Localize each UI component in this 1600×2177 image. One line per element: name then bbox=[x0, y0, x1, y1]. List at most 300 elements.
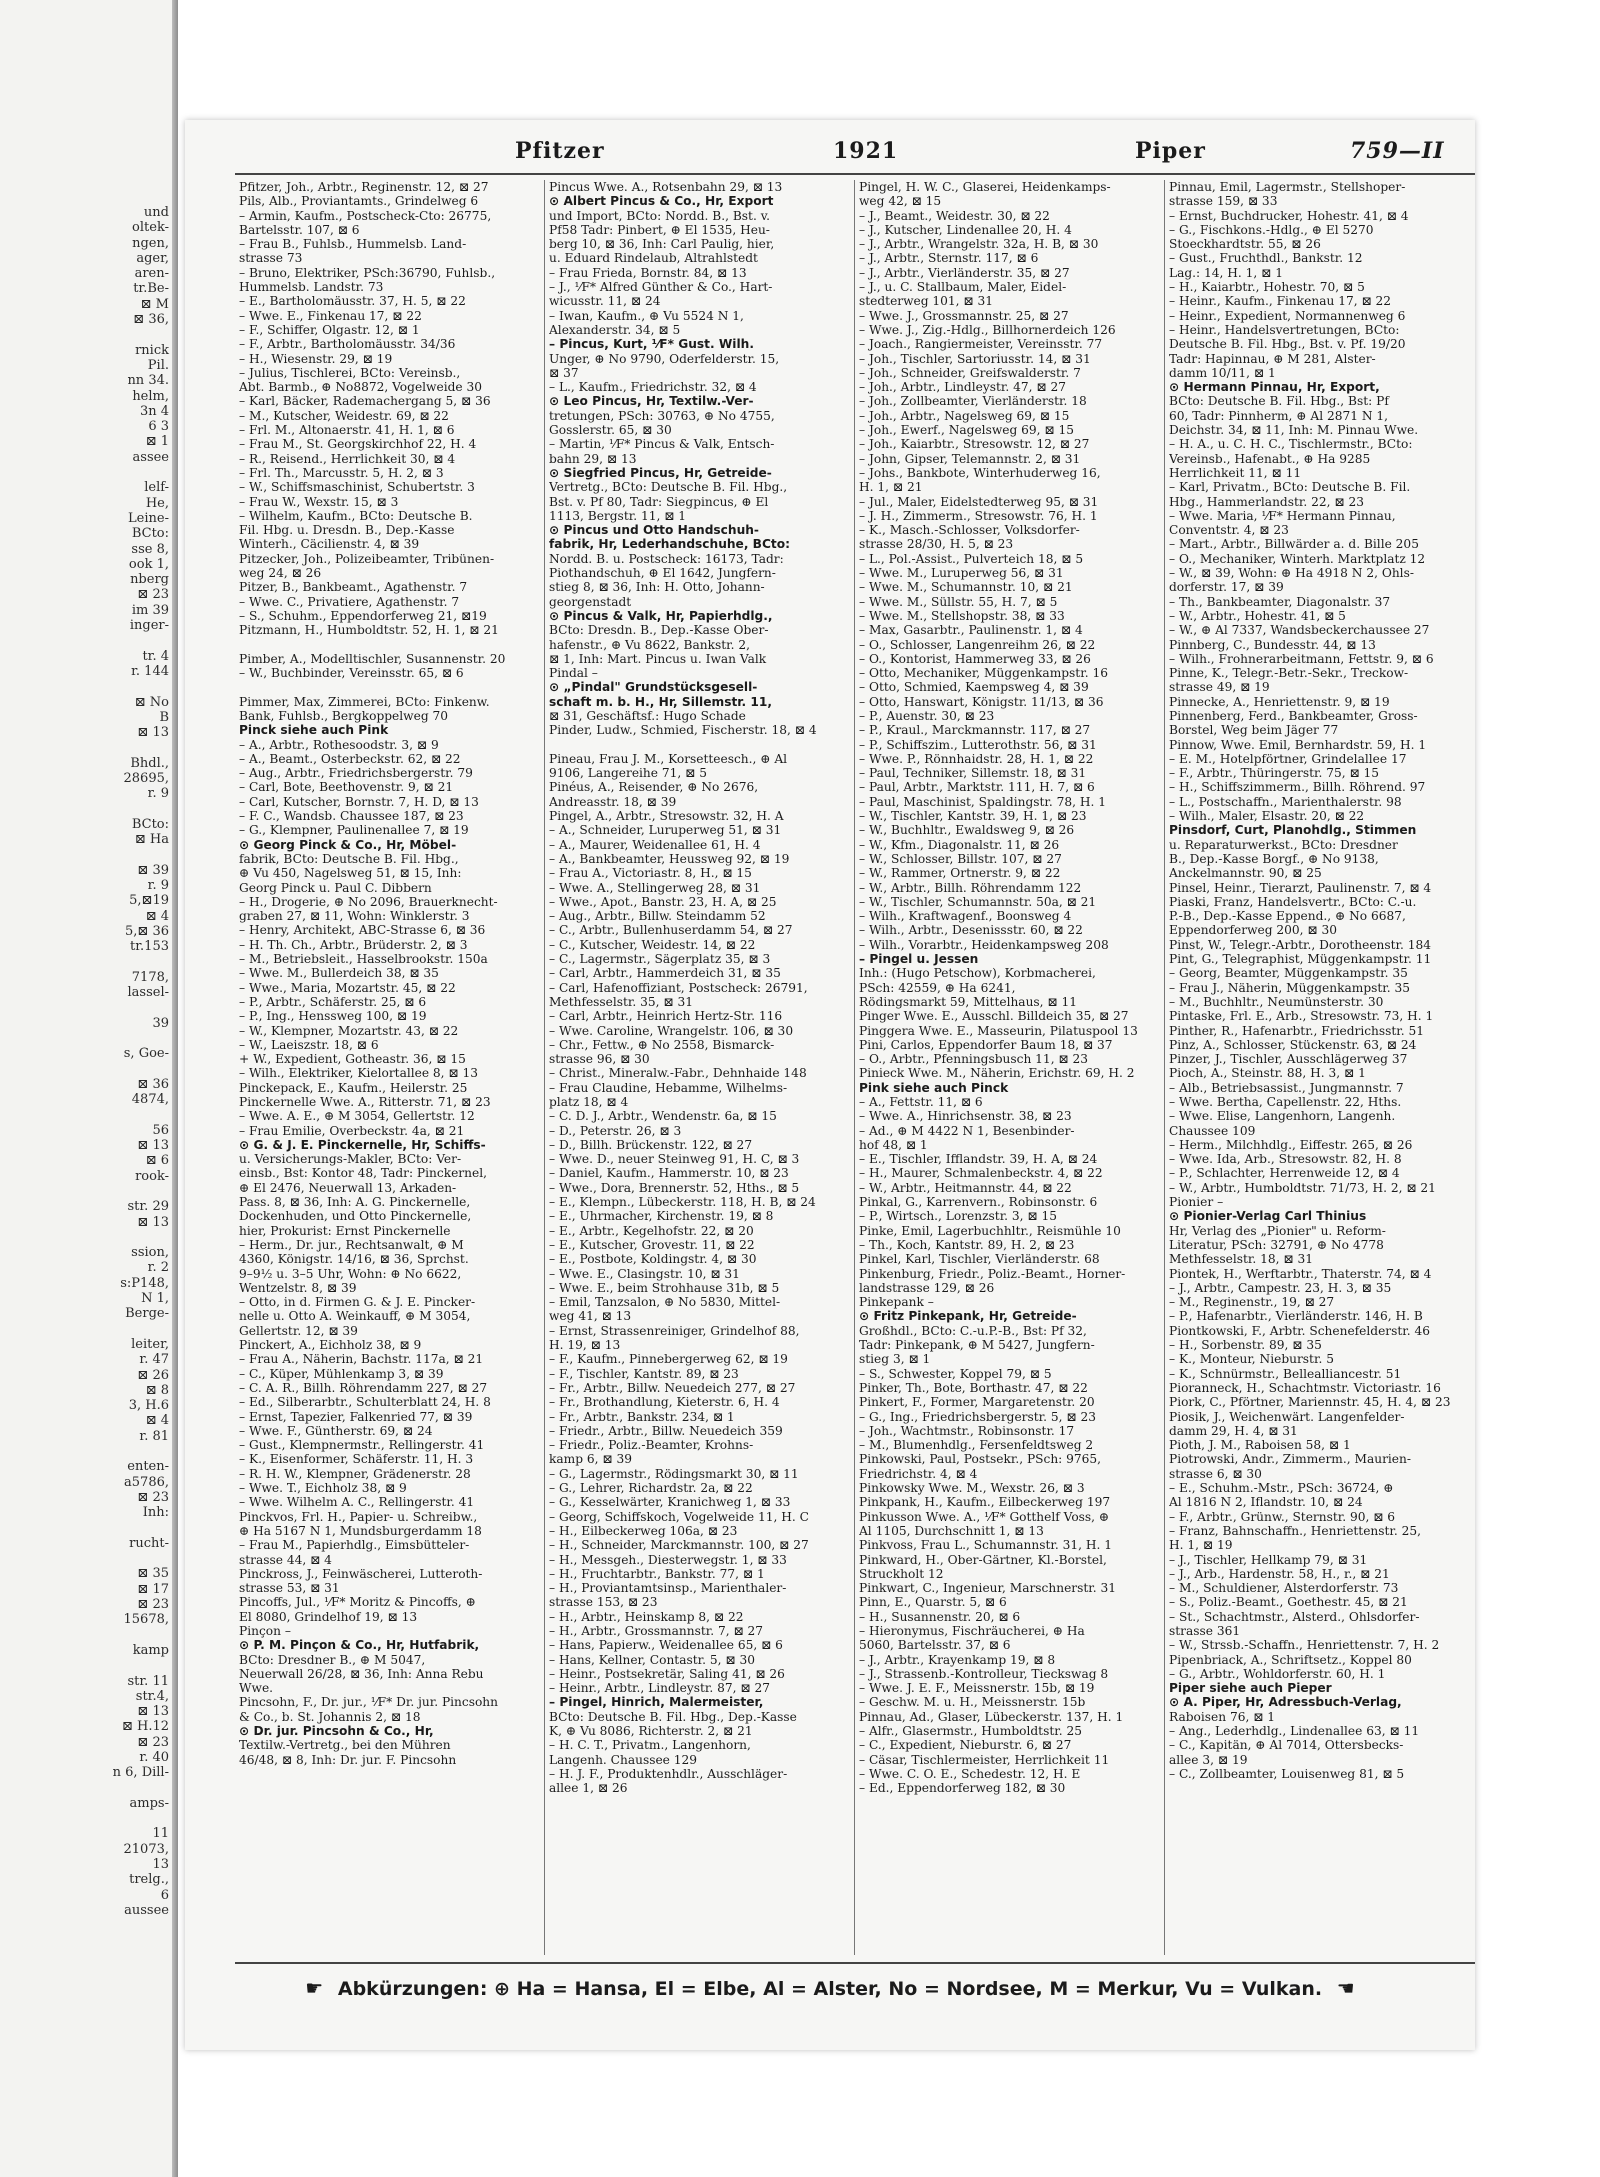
directory-entry: – Paul, Arbtr., Marktstr. 111, H. 7, ⊠ 6 bbox=[859, 780, 1095, 795]
facing-page-line: Bhdl., bbox=[130, 755, 169, 771]
facing-page-line bbox=[4, 740, 169, 755]
header-page-number: 759—II bbox=[1350, 138, 1445, 164]
directory-entry: Pfitzer, Joh., Arbtr., Reginenstr. 12, ⊠ 27 bbox=[239, 180, 489, 194]
directory-entry: – Carl, Arbtr., Hammerdeich 31, ⊠ 35 bbox=[549, 966, 781, 981]
directory-entry: – O., Kontorist, Hammerweg 33, ⊠ 26 bbox=[859, 651, 1091, 666]
directory-entry: – Pingel u. Jessen bbox=[859, 952, 979, 967]
directory-entry: – L., Postschaffn., Marienthalerstr. 98 bbox=[1169, 794, 1402, 809]
facing-page-line: aussee bbox=[124, 1902, 169, 1918]
directory-entry: ⊠ 37 bbox=[549, 365, 579, 380]
facing-page-line: ⊠ 13 bbox=[137, 1704, 169, 1720]
directory-entry: strasse 44, ⊠ 4 bbox=[239, 1552, 332, 1567]
facing-page-line: r. 40 bbox=[139, 1749, 169, 1765]
directory-entry: – Fr., Arbtr., Bankstr. 234, ⊠ 1 bbox=[549, 1409, 735, 1424]
directory-entry: Methfesselstr. 35, ⊠ 31 bbox=[549, 994, 694, 1009]
directory-entry: – Hans, Kellner, Contastr. 5, ⊠ 30 bbox=[549, 1652, 755, 1667]
facing-page-line: Leine- bbox=[128, 510, 169, 526]
directory-entry: damm 29, H. 4, ⊠ 31 bbox=[1169, 1423, 1298, 1438]
directory-entry: Pinnau, Ad., Glaser, Lübeckerstr. 137, H. 1 bbox=[859, 1709, 1124, 1724]
directory-entry: – Frau A., Victoriastr. 8, H., ⊠ 15 bbox=[549, 866, 752, 881]
facing-page-strip bbox=[0, 0, 178, 2177]
directory-entry: – Franz, Bahnschaffn., Henriettenstr. 25, bbox=[1169, 1523, 1422, 1538]
directory-entry: Hr, Verlag des „Pionier" u. Reform- bbox=[1169, 1223, 1386, 1238]
facing-page-line bbox=[4, 1031, 169, 1046]
directory-entry: strasse 361 bbox=[1169, 1623, 1241, 1638]
directory-entry: Pinkepank – bbox=[859, 1295, 934, 1310]
directory-entry: Pinker, Th., Bote, Borthastr. 47, ⊠ 22 bbox=[859, 1380, 1088, 1395]
facing-page-line bbox=[4, 1658, 169, 1673]
directory-entry: Piaski, Franz, Handelsvertr., BCto: C.-u. bbox=[1169, 894, 1417, 909]
directory-entry: – Otto, Hanswart, Königstr. 11/13, ⊠ 36 bbox=[859, 694, 1104, 709]
directory-entry: 9106, Langereihe 71, ⊠ 5 bbox=[549, 766, 707, 781]
directory-entry: BCto: Dresdn. B., Dep.-Kasse Ober- bbox=[549, 623, 769, 638]
directory-entry: – Wwe. M., Stellshopstr. 38, ⊠ 33 bbox=[859, 608, 1065, 623]
directory-entry: ⊙ Dr. jur. Pincsohn & Co., Hr, bbox=[239, 1724, 434, 1739]
facing-page-line: leiter, bbox=[131, 1336, 169, 1352]
directory-entry: Großhdl., BCto: C.-u.P.-B., Bst: Pf 32, bbox=[859, 1323, 1087, 1338]
facing-page-line: oltek- bbox=[132, 220, 169, 236]
directory-entry: – H., Schneider, Marckmannstr. 100, ⊠ 27 bbox=[549, 1538, 809, 1553]
directory-entry: hafenstr., ⊕ Vu 8622, Bankstr. 2, bbox=[549, 637, 751, 652]
facing-page-line: tr.153 bbox=[130, 939, 169, 955]
directory-entry: Pinckross, J., Feinwäscherei, Lutteroth- bbox=[239, 1566, 483, 1581]
directory-entry: – Joh., Ewerf., Nagelsweg 69, ⊠ 15 bbox=[859, 423, 1074, 438]
facing-page-line: ⊠ 26 bbox=[137, 1367, 169, 1383]
directory-entry: – K., Schnürmstr., Bellealliancestr. 51 bbox=[1169, 1366, 1402, 1381]
directory-entry: Piontkowski, F., Arbtr. Schenefelderstr. 46 bbox=[1169, 1323, 1431, 1338]
directory-entry: – Heinr., Arbtr., Lindleystr. 87, ⊠ 27 bbox=[549, 1681, 770, 1696]
directory-entry: Herrlichkeit 11, ⊠ 11 bbox=[1169, 465, 1302, 480]
directory-entry: Piork, C., Pförtner, Mariennstr. 45, H. 4, ⊠ 23 bbox=[1169, 1395, 1451, 1410]
facing-page-line: Inh: bbox=[142, 1505, 169, 1521]
directory-entry: Struckholt 12 bbox=[859, 1566, 944, 1581]
directory-entry: – J. H., Zimmerm., Stresowstr. 76, H. 1 bbox=[859, 508, 1098, 523]
directory-entry: – E., Postbote, Koldingstr. 4, ⊠ 30 bbox=[549, 1252, 757, 1267]
directory-entry: – Ernst, Strassenreiniger, Grindelhof 88, bbox=[549, 1323, 800, 1338]
directory-entry: weg 24, ⊠ 26 bbox=[239, 566, 322, 581]
directory-entry: Pinzer, J., Tischler, Ausschlägerweg 37 bbox=[1169, 1052, 1408, 1067]
directory-entry: Unger, ⊕ No 9790, Oderfelderstr. 15, bbox=[549, 351, 780, 366]
directory-entry: – Wwe. E., Finkenau 17, ⊠ 22 bbox=[239, 308, 422, 323]
directory-entry: – R. H. W., Klempner, Grädenerstr. 28 bbox=[239, 1466, 471, 1481]
directory-entry: – C., Kutscher, Weidestr. 14, ⊠ 22 bbox=[549, 937, 756, 952]
directory-entry: Pint, G., Telegraphist, Müggenkampstr. 11 bbox=[1169, 952, 1432, 967]
facing-page-line: B bbox=[159, 709, 169, 725]
directory-page bbox=[185, 120, 1475, 2050]
directory-entry: – Wwe. T., Eichholz 38, ⊠ 9 bbox=[239, 1481, 407, 1496]
directory-entry: – Joh., Schneider, Greifswalderstr. 7 bbox=[859, 365, 1081, 380]
directory-entry: – Wwe. E., Clasingstr. 10, ⊠ 31 bbox=[549, 1266, 740, 1281]
directory-entry: – G., Lagermstr., Rödingsmarkt 30, ⊠ 11 bbox=[549, 1466, 799, 1481]
directory-entry: – J., Arbtr., Campestr. 23, H. 3, ⊠ 35 bbox=[1169, 1280, 1392, 1295]
directory-entry: – P., Hafenarbtr., Vierländerstr. 146, H. B bbox=[1169, 1309, 1423, 1324]
directory-entry: ⊕ Vu 450, Nagelsweg 51, ⊠ 15, Inh: bbox=[239, 866, 462, 881]
facing-page-line: ⊠ 35 bbox=[137, 1566, 169, 1582]
directory-entry: – W., ⊠ 39, Wohn: ⊕ Ha 4918 N 2, Ohls- bbox=[1169, 566, 1414, 581]
directory-entry: – Otto, Mechaniker, Müggenkampstr. 16 bbox=[859, 666, 1108, 681]
facing-page-line bbox=[4, 1551, 169, 1566]
directory-entry: Pinst, W., Telegr.-Arbtr., Dorotheenstr. 184 bbox=[1169, 937, 1432, 952]
facing-page-line: lelf- bbox=[144, 480, 169, 496]
directory-entry: ⊙ Hermann Pinnau, Hr, Export, bbox=[1169, 380, 1380, 395]
directory-entry: – W., Kfm., Diagonalstr. 11, ⊠ 26 bbox=[859, 837, 1060, 852]
directory-entry: – Heinr., Handelsvertretungen, BCto: bbox=[1169, 322, 1400, 337]
directory-entry: Dockenhuden, und Otto Pinckernelle, bbox=[239, 1209, 472, 1224]
directory-entry: stieg 3, ⊠ 1 bbox=[859, 1352, 931, 1367]
facing-page-line: 13 bbox=[152, 1857, 169, 1873]
facing-page-text bbox=[4, 205, 169, 1918]
directory-entry: – H., Proviantamtsinsp., Marienthaler- bbox=[549, 1581, 787, 1596]
directory-entry: Pinnecke, A., Henriettenstr. 9, ⊠ 19 bbox=[1169, 694, 1390, 709]
directory-entry: – Frl. M., Altonaerstr. 41, H. 1, ⊠ 6 bbox=[239, 423, 455, 438]
directory-entry: – H. J. F., Produktenhdlr., Ausschläger- bbox=[549, 1766, 788, 1781]
directory-entry: Pinkowski, Paul, Postsekr., PSch: 9765, bbox=[859, 1452, 1102, 1467]
directory-entry: – E. M., Hotelpförtner, Grindelallee 17 bbox=[1169, 751, 1407, 766]
directory-entry: Hummelsb. Landstr. 73 bbox=[239, 280, 384, 295]
directory-entry: Wentzelstr. 8, ⊠ 39 bbox=[239, 1280, 357, 1295]
directory-entry: – Wwe. F., Güntherstr. 69, ⊠ 24 bbox=[239, 1423, 433, 1438]
directory-entry: – Wwe. Caroline, Wrangelstr. 106, ⊠ 30 bbox=[549, 1023, 794, 1038]
directory-entry: – P., Ing., Henssweg 100, ⊠ 19 bbox=[239, 1009, 427, 1024]
facing-page-line: ⊠ M bbox=[140, 296, 169, 312]
directory-entry: Abt. Barmb., ⊕ No8872, Vogelweide 30 bbox=[239, 380, 482, 395]
facing-page-line: und bbox=[143, 205, 169, 220]
directory-entry: Alexanderstr. 34, ⊠ 5 bbox=[549, 322, 681, 337]
directory-entry: – Mart., Arbtr., Billwärder a. d. Bille 205 bbox=[1169, 537, 1419, 552]
facing-page-line bbox=[4, 1184, 169, 1199]
directory-entry: Anckelmannstr. 90, ⊠ 25 bbox=[1169, 866, 1322, 881]
directory-entry: – C., Expedient, Nieburstr. 6, ⊠ 27 bbox=[859, 1738, 1072, 1753]
facing-page-line: inger- bbox=[129, 618, 169, 634]
directory-entry: – J., Arb., Hardenstr. 58, H., r., ⊠ 21 bbox=[1169, 1566, 1390, 1581]
directory-entry: – Pincus, Kurt, ⅟F* Gust. Wilh. bbox=[549, 337, 754, 352]
directory-entry: – W., Arbtr., Humboldtstr. 71/73, H. 2, ⊠ 21 bbox=[1169, 1180, 1436, 1195]
directory-entry: Pindal – bbox=[549, 666, 598, 681]
directory-entry: Bartelsstr. 107, ⊠ 6 bbox=[239, 222, 360, 237]
directory-entry: – Ed., Silberarbtr., Schulterblatt 24, H. 8 bbox=[239, 1395, 491, 1410]
directory-entry: – E., Tischler, Ifflandstr. 39, H. A, ⊠ 24 bbox=[859, 1152, 1098, 1167]
directory-entry: – Cäsar, Tischlermeister, Herrlichkeit 11 bbox=[859, 1752, 1110, 1767]
directory-entry: – K., Masch.-Schlosser, Volksdorfer- bbox=[859, 523, 1080, 538]
directory-entry: – J., Arbtr., Vierländerstr. 35, ⊠ 27 bbox=[859, 265, 1070, 280]
facing-page-line bbox=[4, 1781, 169, 1796]
directory-entry: El 8080, Grindelhof 19, ⊠ 13 bbox=[239, 1609, 418, 1624]
column-2 bbox=[545, 180, 855, 1955]
directory-entry: strasse 153, ⊠ 23 bbox=[549, 1595, 658, 1610]
directory-entry: – H., Arbtr., Heinskamp 8, ⊠ 22 bbox=[549, 1609, 744, 1624]
directory-entry: – A., Bankbeamter, Heussweg 92, ⊠ 19 bbox=[549, 851, 790, 866]
header-last-entry: Piper bbox=[1135, 138, 1206, 164]
directory-entry: Eppendorferweg 200, ⊠ 30 bbox=[1169, 923, 1338, 938]
directory-entry: ⊕ El 2476, Neuerwall 13, Arkaden- bbox=[239, 1180, 457, 1195]
facing-page-line: r. 81 bbox=[139, 1428, 169, 1444]
facing-page-line: trelg., bbox=[129, 1872, 169, 1888]
directory-entry: Pinckvos, Frl. H., Papier- u. Schreibw., bbox=[239, 1509, 478, 1524]
directory-entry: – Ernst, Buchdrucker, Hohestr. 41, ⊠ 4 bbox=[1169, 208, 1409, 223]
directory-entry: – M., Reginenstr., 19, ⊠ 27 bbox=[1169, 1295, 1335, 1310]
directory-entry: – F., Schiffer, Olgastr. 12, ⊠ 1 bbox=[239, 322, 420, 337]
facing-page-line: ⊠ 36 bbox=[137, 1076, 169, 1092]
directory-entry: – C. D. J., Arbtr., Wendenstr. 6a, ⊠ 15 bbox=[549, 1109, 777, 1124]
directory-entry: – Emil, Tanzsalon, ⊕ No 5830, Mittel- bbox=[549, 1295, 781, 1310]
directory-entry: – S., Poliz.-Beamt., Goethestr. 45, ⊠ 21 bbox=[1169, 1595, 1408, 1610]
facing-page-line bbox=[4, 1811, 169, 1826]
facing-page-line: r. 9 bbox=[147, 878, 169, 894]
facing-page-line: BCto: bbox=[131, 526, 169, 542]
directory-entry: & Co., b. St. Johannis 2, ⊠ 18 bbox=[239, 1709, 421, 1724]
directory-entry: – G., Fischkons.-Hdlg., ⊕ El 5270 bbox=[1169, 222, 1374, 237]
directory-entry: – Wwe. M., Bullerdeich 38, ⊠ 35 bbox=[239, 966, 439, 981]
directory-entry: – Wilh., Frohnerarbeitmann, Fettstr. 9, ⊠ 6 bbox=[1169, 651, 1434, 666]
directory-entry: – Wwe. C., Privatiere, Agathenstr. 7 bbox=[239, 594, 460, 609]
directory-entry: – Frau Emilie, Overbeckstr. 4a, ⊠ 21 bbox=[239, 1123, 465, 1138]
directory-entry: – Joh., Tischler, Sartoriusstr. 14, ⊠ 31 bbox=[859, 351, 1091, 366]
directory-entry: – Herm., Dr. jur., Rechtsanwalt, ⊕ M bbox=[239, 1237, 464, 1252]
directory-entry: nelle u. Otto A. Weinkauff, ⊕ M 3054, bbox=[239, 1309, 471, 1324]
directory-entry: Inh.: (Hugo Petschow), Korbmacherei, bbox=[859, 966, 1096, 981]
facing-page-line bbox=[4, 1230, 169, 1245]
directory-entry: Pintaske, Frl. E., Arb., Stresowstr. 73, H. 1 bbox=[1169, 1009, 1434, 1024]
directory-entry: – D., Billh. Brückenstr. 122, ⊠ 27 bbox=[549, 1137, 753, 1152]
directory-entry: – Ernst, Tapezier, Falkenried 77, ⊠ 39 bbox=[239, 1409, 473, 1424]
facing-page-line: ⊠ 1 bbox=[145, 434, 169, 450]
directory-entry: – Pingel, Hinrich, Malermeister, bbox=[549, 1695, 764, 1710]
directory-entry: – W., Tischler, Schumannstr. 50a, ⊠ 21 bbox=[859, 894, 1097, 909]
directory-entry: Gellertstr. 12, ⊠ 39 bbox=[239, 1323, 358, 1338]
directory-entry: landstrasse 129, ⊠ 26 bbox=[859, 1280, 995, 1295]
facing-page-line: ssion, bbox=[131, 1245, 169, 1261]
directory-entry: PSch: 42559, ⊕ Ha 6241, bbox=[859, 980, 1016, 995]
directory-entry: – Wwe. M., Süllstr. 55, H. 7, ⊠ 5 bbox=[859, 594, 1058, 609]
directory-entry: – Paul, Techniker, Sillemstr. 18, ⊠ 31 bbox=[859, 766, 1087, 781]
directory-entry: – Otto, in d. Firmen G. & J. E. Pincker- bbox=[239, 1295, 476, 1310]
directory-entry: ⊙ P. M. Pinçon & Co., Hr, Hutfabrik, bbox=[239, 1638, 480, 1653]
directory-entry: – Wwe. Bertha, Capellenstr. 22, Hths. bbox=[1169, 1095, 1402, 1109]
facing-page-line: helm, bbox=[132, 388, 169, 404]
facing-page-line: ager, bbox=[136, 250, 169, 266]
directory-entry: – Joh., Zollbeamter, Vierländerstr. 18 bbox=[859, 394, 1087, 409]
directory-entry: – Wwe., Dora, Brennerstr. 52, Hths., ⊠ 5 bbox=[549, 1180, 800, 1195]
directory-entry: Hbg., Hammerlandstr. 22, ⊠ 23 bbox=[1169, 494, 1364, 509]
directory-entry: – C., Küper, Mühlenkamp 3, ⊠ 39 bbox=[239, 1366, 444, 1381]
directory-entry: ⊠ 31, Geschäftsf.: Hugo Schade bbox=[549, 708, 746, 723]
directory-entry: Al 1816 N 2, Iflandstr. 10, ⊠ 24 bbox=[1169, 1495, 1363, 1510]
directory-entry bbox=[549, 738, 850, 752]
directory-entry: Pinne, K., Telegr.-Betr.-Sekr., Treckow- bbox=[1169, 666, 1409, 681]
directory-entry: platz 18, ⊠ 4 bbox=[549, 1095, 629, 1109]
directory-entry: – Wwe. A., Stellingerweg 28, ⊠ 31 bbox=[549, 880, 761, 895]
directory-entry: – J., Tischler, Hellkamp 79, ⊠ 31 bbox=[1169, 1552, 1368, 1567]
directory-entry: – Heinr., Kaufm., Finkenau 17, ⊠ 22 bbox=[1169, 294, 1392, 309]
directory-entry: – Wilh., Kraftwagenf., Boonsweg 4 bbox=[859, 909, 1072, 924]
facing-page-line: r. 47 bbox=[139, 1352, 169, 1368]
directory-entry: – W., Tischler, Kantstr. 39, H. 1, ⊠ 23 bbox=[859, 809, 1087, 824]
directory-entry: Pinsel, Heinr., Tierarzt, Paulinenstr. 7, ⊠ 4 bbox=[1169, 880, 1432, 895]
directory-entry: Bank, Fuhlsb., Bergkoppelweg 70 bbox=[239, 708, 448, 723]
directory-entry: – E., Kutscher, Grovestr. 11, ⊠ 22 bbox=[549, 1237, 755, 1252]
directory-entry: hier, Prokurist: Ernst Pinckernelle bbox=[239, 1223, 451, 1238]
directory-entry: – Martin, ⅟F* Pincus & Valk, Entsch- bbox=[549, 437, 775, 452]
directory-entry: – Christ., Mineralw.-Fabr., Dehnhaide 148 bbox=[549, 1066, 807, 1081]
facing-page-line: 5,⊠ 36 bbox=[125, 923, 169, 939]
directory-entry: Pinkusson Wwe. A., ⅟F* Gotthelf Voss, ⊕ bbox=[859, 1509, 1110, 1524]
facing-page-line: 6 bbox=[160, 1887, 169, 1903]
directory-entry: – E., Schuhm.-Mstr., PSch: 36724, ⊕ bbox=[1169, 1481, 1394, 1496]
directory-entry: Pinkwart, C., Ingenieur, Marschnerstr. 31 bbox=[859, 1581, 1117, 1596]
directory-entry: – A., Beamt., Osterbeckstr. 62, ⊠ 22 bbox=[239, 751, 461, 766]
directory-entry: strasse 53, ⊠ 31 bbox=[239, 1581, 340, 1596]
facing-page-line: 7178, bbox=[131, 969, 169, 985]
directory-entry: Vereinsb., Hafenabt., ⊕ Ha 9285 bbox=[1169, 451, 1371, 466]
facing-page-line bbox=[4, 633, 169, 648]
directory-entry: – Wwe. M., Schumannstr. 10, ⊠ 21 bbox=[859, 580, 1073, 595]
facing-page-line: 5,⊠19 bbox=[129, 893, 169, 909]
directory-entry: Andreasstr. 18, ⊠ 39 bbox=[549, 794, 677, 809]
directory-entry: Pinkert, F., Former, Margaretenstr. 20 bbox=[859, 1395, 1095, 1410]
directory-entry: – G., Kesselwärter, Kranichweg 1, ⊠ 33 bbox=[549, 1495, 791, 1510]
directory-entry: Pinnberg, C., Bundesstr. 44, ⊠ 13 bbox=[1169, 637, 1376, 652]
directory-entry: – Heinr., Expedient, Normannenweg 6 bbox=[1169, 308, 1406, 323]
directory-entry: – Frau W., Wexstr. 15, ⊠ 3 bbox=[239, 494, 399, 509]
directory-entry: – Wwe. J., Zig.-Hdlg., Billhornerdeich 126 bbox=[859, 322, 1116, 337]
directory-entry: Pinckert, A., Eichholz 38, ⊠ 9 bbox=[239, 1338, 422, 1353]
directory-entry: Pinsdorf, Curt, Planohdlg., Stimmen bbox=[1169, 823, 1417, 838]
directory-entry: Lag.: 14, H. 1, ⊠ 1 bbox=[1169, 265, 1283, 280]
running-head bbox=[185, 120, 1475, 172]
facing-page-line: nn 34. bbox=[127, 373, 169, 389]
directory-entry: Pioth, J. M., Raboisen 58, ⊠ 1 bbox=[1169, 1438, 1351, 1453]
directory-entry: – Gust., Fruchthdl., Bankstr. 12 bbox=[1169, 251, 1363, 266]
directory-entry: BCto: Dresdner B., ⊕ M 5047, bbox=[239, 1652, 426, 1667]
directory-entry: – Wwe. J., Grossmannstr. 25, ⊠ 27 bbox=[859, 308, 1069, 323]
header-rule bbox=[235, 173, 1475, 175]
facing-page-line: ⊠ H.12 bbox=[121, 1719, 169, 1735]
directory-entry: – H., Schiffszimmerm., Billh. Röhrend. 97 bbox=[1169, 780, 1426, 795]
directory-entry: – P., Arbtr., Schäferstr. 25, ⊠ 6 bbox=[239, 994, 427, 1009]
directory-entry: – Georg, Schiffskoch, Vogelweide 11, H. C bbox=[549, 1509, 809, 1524]
directory-entry: Pinke, Emil, Lagerbuchhltr., Reismühle 10 bbox=[859, 1223, 1121, 1238]
directory-entry: – R., Reisend., Herrlichkeit 30, ⊠ 4 bbox=[239, 451, 456, 466]
directory-entry: Langenh. Chaussee 129 bbox=[549, 1752, 698, 1767]
directory-entry: – J., Arbtr., Krayenkamp 19, ⊠ 8 bbox=[859, 1652, 1056, 1667]
directory-entry: – Wilh., Maler, Elsastr. 20, ⊠ 22 bbox=[1169, 809, 1365, 824]
facing-page-line: 21073, bbox=[123, 1841, 169, 1857]
facing-page-line: ook 1, bbox=[128, 556, 169, 572]
directory-entry: berg 10, ⊠ 36, Inh: Carl Paulig, hier, bbox=[549, 237, 775, 252]
directory-entry: schaft m. b. H., Hr, Sillemstr. 11, bbox=[549, 694, 773, 709]
directory-entry: Pinkowsky Wwe. M., Wexstr. 26, ⊠ 3 bbox=[859, 1481, 1085, 1496]
directory-entry: – Ed., Eppendorferweg 182, ⊠ 30 bbox=[859, 1781, 1066, 1796]
directory-entry: Pincoffs, Jul., ⅟F* Moritz & Pincoffs, ⊕ bbox=[239, 1595, 476, 1610]
facing-page-line: str. 29 bbox=[127, 1199, 169, 1215]
facing-page-line bbox=[4, 465, 169, 480]
facing-page-line: ⊠ 17 bbox=[137, 1581, 169, 1597]
facing-page-line: n 6, Dill- bbox=[112, 1765, 169, 1781]
directory-entry: – Herm., Milchhdlg., Eiffestr. 265, ⊠ 26 bbox=[1169, 1137, 1413, 1152]
directory-entry: – Friedr., Poliz.-Beamter, Krohns- bbox=[549, 1438, 754, 1453]
facing-page-line: r. 2 bbox=[147, 1260, 169, 1276]
directory-entry: – A., Maurer, Weidenallee 61, H. 4 bbox=[549, 837, 761, 852]
directory-entry: Deichstr. 34, ⊠ 11, Inh: M. Pinnau Wwe. bbox=[1169, 423, 1419, 438]
directory-entry: Pincus Wwe. A., Rotsenbahn 29, ⊠ 13 bbox=[549, 180, 783, 194]
facing-page-line: 39 bbox=[152, 1015, 169, 1031]
column-1 bbox=[235, 180, 545, 1955]
directory-entry: – Joh., Arbtr., Nagelsweg 69, ⊠ 15 bbox=[859, 408, 1070, 423]
directory-entry: – Frau M., St. Georgskirchhof 22, H. 4 bbox=[239, 437, 477, 452]
directory-entry: BCto: Deutsche B. Fil. Hbg., Dep.-Kasse bbox=[549, 1709, 797, 1724]
directory-entry: – H., Eilbeckerweg 106a, ⊠ 23 bbox=[549, 1523, 738, 1538]
directory-entry: B., Dep.-Kasse Borgf., ⊕ No 9138, bbox=[1169, 851, 1379, 866]
directory-entry: – F., Arbtr., Grünw., Sternstr. 90, ⊠ 6 bbox=[1169, 1509, 1396, 1524]
directory-entry: – H., Wiesenstr. 29, ⊠ 19 bbox=[239, 351, 393, 366]
directory-entry: – W., ⊕ Al 7337, Wandsbeckerchaussee 27 bbox=[1169, 623, 1430, 638]
directory-entry: H. 19, ⊠ 13 bbox=[549, 1338, 621, 1353]
footer-text: Abkürzungen: ⊕ Ha = Hansa, El = Elbe, Al = Alster, No = Nordsee, M = Merkur, Vu = Vulkan. bbox=[337, 1978, 1323, 2000]
facing-page-line: 15678, bbox=[123, 1612, 169, 1628]
directory-entry: H. 1, ⊠ 21 bbox=[859, 480, 923, 495]
directory-entry: – L., Kaufm., Friedrichstr. 32, ⊠ 4 bbox=[549, 380, 757, 395]
directory-entry: – H. Th. Ch., Arbtr., Brüderstr. 2, ⊠ 3 bbox=[239, 937, 468, 952]
directory-entry: weg 41, ⊠ 13 bbox=[549, 1309, 632, 1324]
facing-page-line: str.4, bbox=[135, 1688, 169, 1704]
directory-entry: – Ang., Lederhdlg., Lindenallee 63, ⊠ 11 bbox=[1169, 1724, 1420, 1739]
directory-entry: – F., Tischler, Kantstr. 89, ⊠ 23 bbox=[549, 1366, 739, 1381]
directory-entry: – P., Schiffszim., Lutterothstr. 56, ⊠ 31 bbox=[859, 737, 1097, 752]
directory-entry: Pass. 8, ⊠ 36, Inh: A. G. Pinckernelle, bbox=[239, 1195, 471, 1210]
facing-page-line: str. 11 bbox=[127, 1673, 169, 1689]
facing-page-line: tr. 4 bbox=[142, 648, 169, 664]
directory-entry: K, ⊕ Vu 8086, Richterstr. 2, ⊠ 21 bbox=[549, 1724, 753, 1739]
directory-entry: – J., Kutscher, Lindenallee 20, H. 4 bbox=[859, 222, 1072, 237]
directory-entry: – Carl, Hafenoffiziant, Postscheck: 26791, bbox=[549, 980, 808, 995]
directory-entry: – G., Lehrer, Richardstr. 2a, ⊠ 22 bbox=[549, 1481, 753, 1496]
facing-page-line: Pil. bbox=[147, 357, 169, 373]
facing-page-line: amps- bbox=[129, 1795, 169, 1811]
column-4 bbox=[1165, 180, 1475, 1955]
directory-entry: Pinnenberg, Ferd., Bankbeamter, Gross- bbox=[1169, 708, 1418, 723]
directory-entry: Pinieck Wwe. M., Näherin, Erichstr. 69, H. 2 bbox=[859, 1066, 1135, 1081]
facing-page-line bbox=[4, 1444, 169, 1459]
directory-entry: – W., Schiffsmaschinist, Schubertstr. 3 bbox=[239, 480, 475, 495]
directory-entry: Piosik, J., Weichenwärt. Langenfelder- bbox=[1169, 1409, 1405, 1424]
directory-entry: u. Reparaturwerkst., BCto: Dresdner bbox=[1169, 837, 1398, 852]
directory-entry: – Henry, Architekt, ABC-Strasse 6, ⊠ 36 bbox=[239, 923, 486, 938]
directory-entry: – Friedr., Arbtr., Billw. Neuedeich 359 bbox=[549, 1423, 783, 1438]
directory-entry: – P., Kraul., Marckmannstr. 117, ⊠ 27 bbox=[859, 723, 1091, 738]
directory-entry: – H., Fruchtarbtr., Bankstr. 77, ⊠ 1 bbox=[549, 1566, 765, 1581]
directory-entry: – Wilh., Vorarbtr., Heidenkampsweg 208 bbox=[859, 937, 1109, 952]
facing-page-line: kamp bbox=[132, 1642, 169, 1658]
directory-entry: – Wwe. Elise, Langenhorn, Langenh. bbox=[1169, 1109, 1396, 1124]
directory-entry: – Joach., Rangiermeister, Vereinsstr. 77 bbox=[859, 337, 1103, 352]
directory-entry: – Alfr., Glasermstr., Humboldtstr. 25 bbox=[859, 1724, 1082, 1739]
directory-entry: – G., Ing., Friedrichsbergerstr. 5, ⊠ 23 bbox=[859, 1409, 1096, 1424]
directory-entry: weg 42, ⊠ 15 bbox=[859, 194, 942, 209]
directory-entry: Winterh., Cäcilienstr. 4, ⊠ 39 bbox=[239, 537, 420, 552]
facing-page-line: r. 144 bbox=[131, 663, 169, 679]
facing-page-line: N 1, bbox=[141, 1291, 169, 1307]
directory-entry: graben 27, ⊠ 11, Wohn: Winklerstr. 3 bbox=[239, 909, 470, 924]
directory-entry bbox=[239, 638, 540, 652]
directory-entry: stieg 8, ⊠ 36, Inh: H. Otto, Johann- bbox=[549, 580, 765, 595]
directory-entry: Pinckernelle Wwe. A., Ritterstr. 71, ⊠ 23 bbox=[239, 1095, 491, 1109]
directory-entry: – Julius, Tischlerei, BCto: Vereinsb., bbox=[239, 365, 461, 380]
directory-entry: – A., Schneider, Luruperweg 51, ⊠ 31 bbox=[549, 823, 782, 838]
directory-entry: 1113, Bergstr. 11, ⊠ 1 bbox=[549, 508, 687, 523]
directory-entry: – E., Klempn., Lübeckerstr. 118, H. B, ⊠ 24 bbox=[549, 1195, 816, 1210]
directory-entry: Deutsche B. Fil. Hbg., Bst. v. Pf. 19/20 bbox=[1169, 337, 1406, 352]
directory-entry: – H. C. T., Privatm., Langenhorn, bbox=[549, 1738, 751, 1753]
